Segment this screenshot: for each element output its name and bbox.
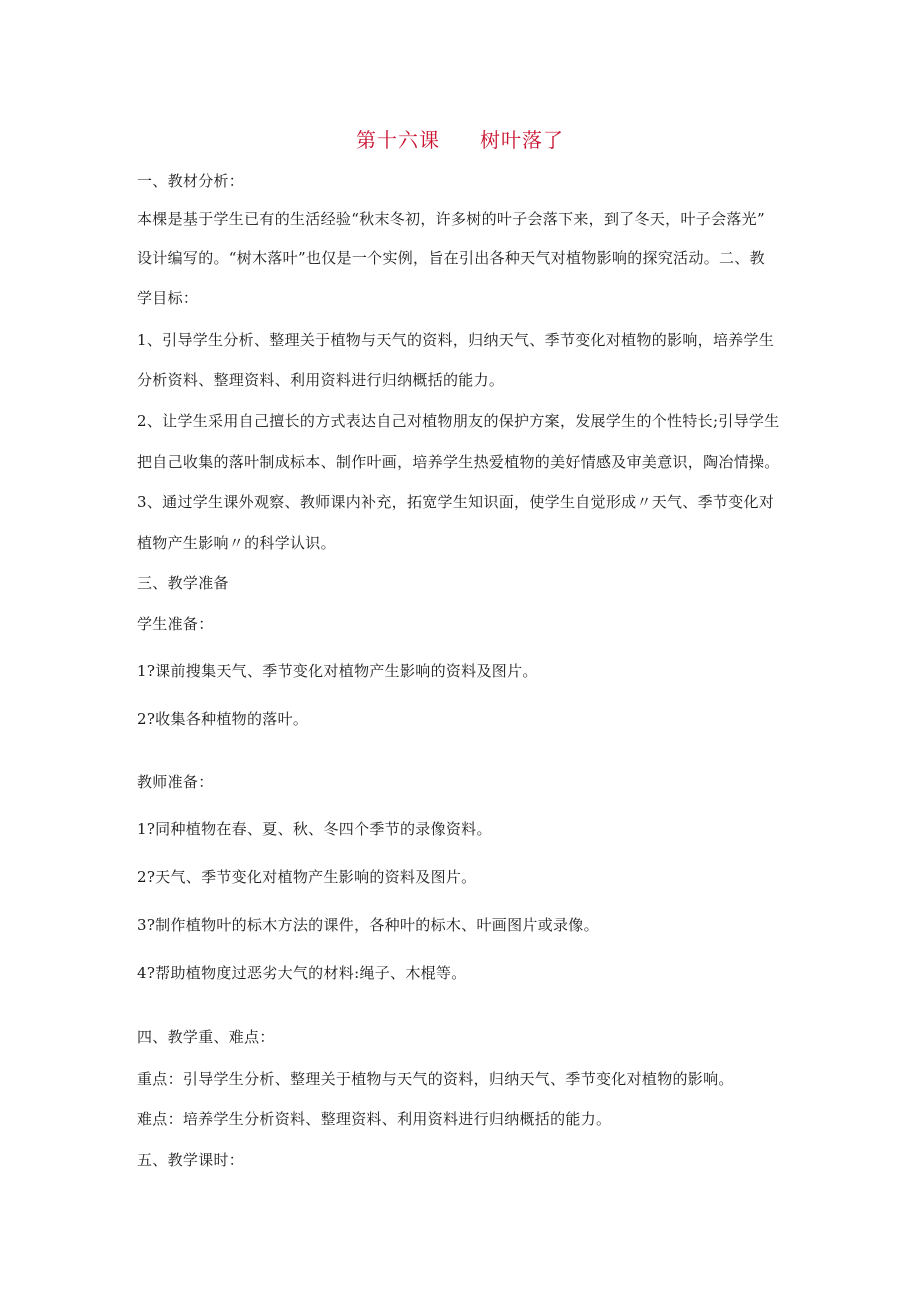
objective-2-line-2: 把自己收集的落叶制成标本、制作叶画，培养学生热爱植物的美好情感及审美意识，陶冶情操。	[137, 453, 780, 471]
heading-material-analysis: 一、教材分析：	[137, 172, 245, 190]
teacher-prep-item-4: 4?帮助植物度过恶劣大气的材料:绳子、木棍等。	[137, 964, 467, 982]
page-title	[0, 124, 920, 153]
objective-3-line-1: 3、通过学生课外观察、教师课内补充，拓宽学生知识面，使学生自觉形成〃天气、季节变化对	[137, 493, 775, 511]
key-point: 重点：引导学生分析、整理关于植物与天气的资料，归纳天气、季节变化对植物的影响。	[137, 1070, 734, 1088]
student-prep-item-1: 1?课前搜集天气、季节变化对植物产生影响的资料及图片。	[137, 662, 538, 680]
subheading-teacher-preparation: 教师准备：	[137, 773, 214, 791]
paragraph-analysis-line-1: 本棵是基于学生已有的生活经验“秋末冬初，许多树的叶子会落下来，到了冬天，叶子会落光”	[137, 210, 765, 228]
student-prep-item-2: 2?收集各种植物的落叶。	[137, 710, 309, 728]
paragraph-analysis-line-3: 学目标：	[137, 289, 199, 307]
paragraph-analysis-line-2: 设计编写的。“树木落叶”也仅是一个实例，旨在引出各种天气对植物影响的探究活动。二、教	[137, 249, 765, 267]
teacher-prep-item-1: 1?同种植物在春、夏、秋、冬四个季节的录像资料。	[137, 820, 492, 838]
objective-1-line-2: 分析资料、整理资料、利用资料进行归纳概括的能力。	[137, 371, 505, 389]
heading-teaching-preparation: 三、教学准备	[137, 574, 229, 592]
title-lesson-number: 第十六课	[356, 128, 440, 152]
title-lesson-name: 树叶落了	[480, 128, 564, 152]
subheading-student-preparation: 学生准备：	[137, 615, 214, 633]
heading-teaching-hours: 五、教学课时：	[137, 1151, 245, 1169]
objective-2-line-1: 2、让学生采用自己擅长的方式表达自己对植物朋友的保护方案，发展学生的个性特长;引导学生	[137, 412, 780, 430]
objective-1-line-1: 1、引导学生分析、整理关于植物与天气的资料，归纳天气、季节变化对植物的影响，培养学生	[137, 331, 775, 349]
difficult-point: 难点：培养学生分析资料、整理资料、利用资料进行归纳概括的能力。	[137, 1110, 612, 1128]
heading-key-difficult-points: 四、教学重、难点：	[137, 1028, 275, 1046]
teacher-prep-item-3: 3?制作植物叶的标木方法的课件，各种叶的标木、叶画图片或录像。	[137, 916, 599, 934]
objective-3-line-2: 植物产生影响〃的科学认识。	[137, 534, 336, 552]
teacher-prep-item-2: 2?天气、季节变化对植物产生影响的资料及图片。	[137, 868, 477, 886]
